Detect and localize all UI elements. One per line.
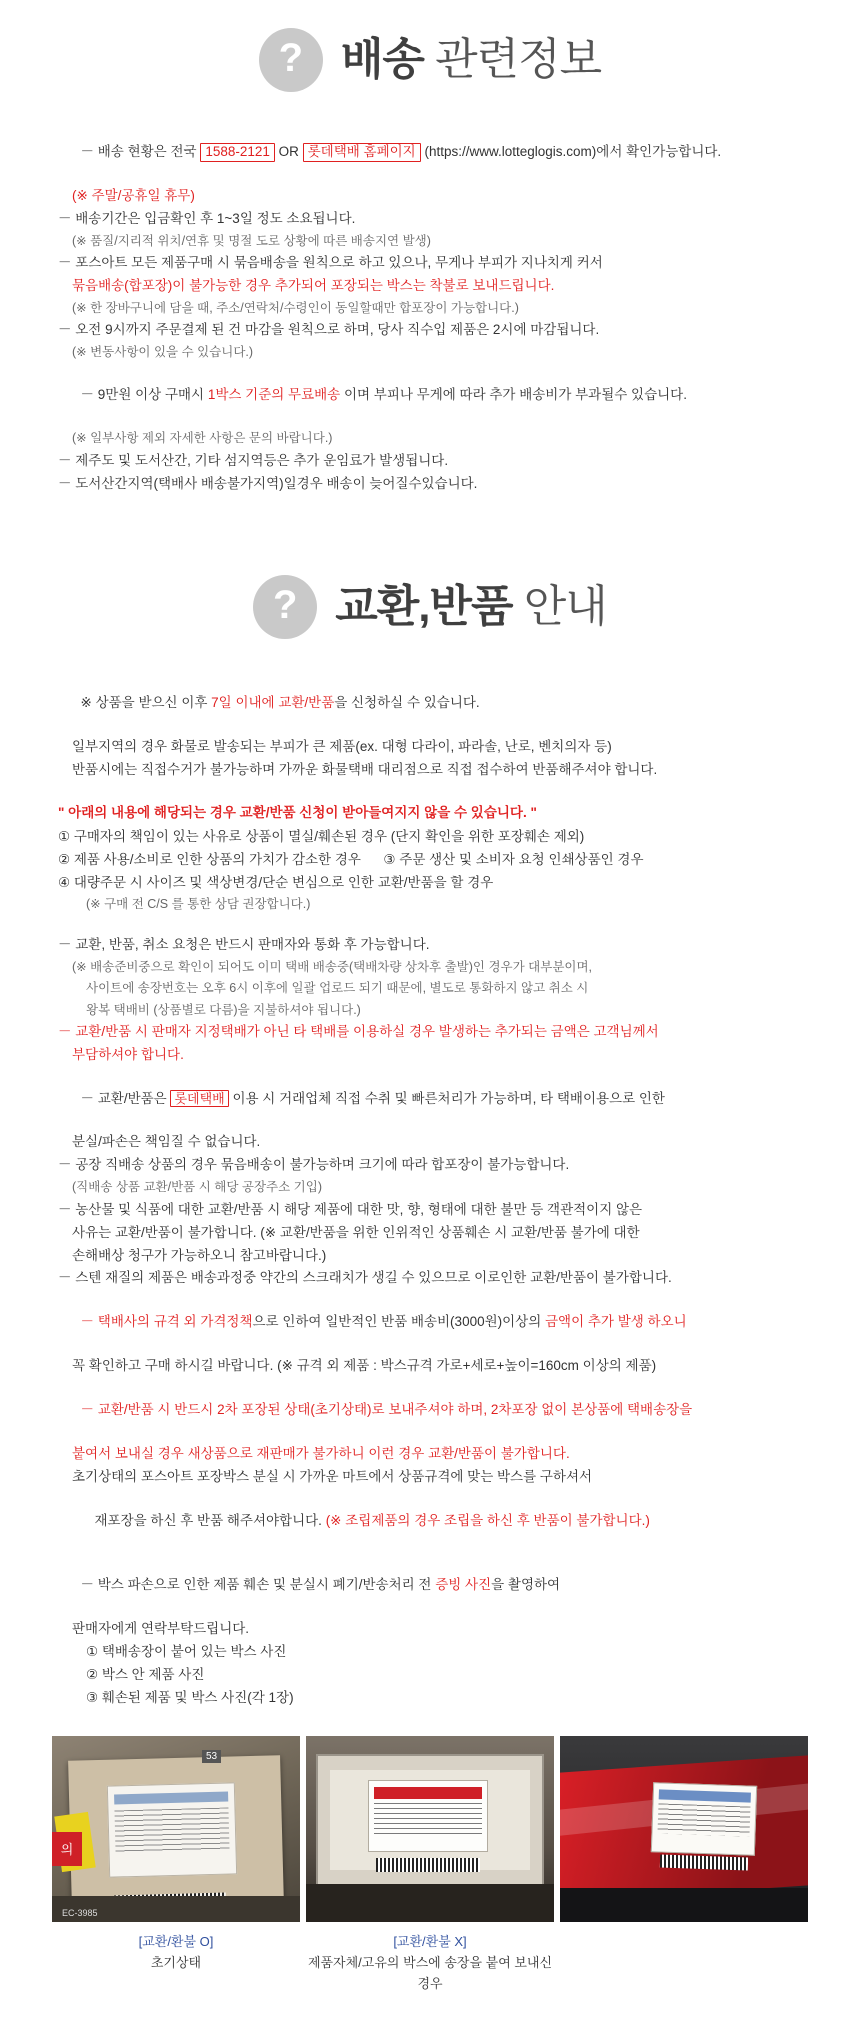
photo-product-box (306, 1736, 554, 1922)
spacer (58, 916, 802, 934)
text-segment: 이용 시 거래업체 직접 수취 및 빠른처리가 가능하며, 타 택배이용으로 인한 (228, 1090, 665, 1106)
text-segment: － 배송 현황은 전국 (80, 143, 201, 159)
photo-red-product (560, 1736, 808, 1922)
exchange-detail-3: 사이트에 송장번호는 오후 6시 이후에 일괄 업로드 되기 때문에, 별도로 통화하지 않고 취소 시 (86, 981, 589, 996)
free-shipping-highlight: 1박스 기준의 무료배송 (207, 387, 341, 403)
exchange-detail-11: － 농산물 및 식품에 대한 교환/반품 시 해당 제품에 대한 맛, 향, 형태에 대한 불만 등 객관적이지 않은 (58, 1201, 643, 1217)
exchange-quote-title: " 아래의 내용에 해당되는 경우 교환/반품 신청이 받아들여지지 않을 수 있습니다. " (58, 805, 537, 821)
photo-gallery (0, 1710, 860, 1994)
shipping-section-header (0, 0, 860, 102)
shipping-title (340, 35, 602, 84)
return-period-highlight: 7일 이내에 교환/반품 (211, 695, 335, 711)
exchange-reason-2: ② 제품 사용/소비로 인한 상품의 가치가 감소한 경우 ③ 주문 생산 및 소비자 요청 인쇄상품인 경우 (58, 851, 644, 867)
exchange-detail-17 (58, 1378, 802, 1443)
exchange-detail-7 (58, 1067, 802, 1132)
barcode (376, 1858, 480, 1872)
photo-desc-2: 제품자체/고유의 박스에 송장을 붙여 보내신 경우 (307, 1954, 553, 1991)
exchange-detail-5: － 교환/반품 시 판매자 지정택배가 아닌 타 택배를 이용하실 경우 발생하는 추가되는 금액은 고객님께서 (58, 1023, 659, 1039)
photo-column-3 (560, 1736, 808, 1994)
exchange-intro-2: 일부지역의 경우 화물로 발송되는 부피가 큰 제품(ex. 대형 다라이, 파라솔, 난로, 벤치의자 등) (72, 739, 612, 755)
courier-policy-highlight: 택배사의 규격 외 가격정책 (97, 1314, 253, 1330)
exchange-detail-14: － 스텐 재질의 제품은 배송과정중 약간의 스크래치가 생길 수 있으므로 이로인한 교환/반품이 불가합니다. (58, 1270, 672, 1286)
text-segment: 이며 부피나 무게에 따라 추가 배송비가 부과될수 있습니다. (340, 387, 687, 403)
exchange-intro-3: 반품시에는 직접수거가 불가능하며 가까운 화물택배 대리점으로 직접 접수하여 반품해주셔야 합니다. (72, 762, 658, 778)
exchange-detail-23: ① 택배송장이 붙어 있는 박스 사진 (86, 1644, 287, 1660)
text-segment: － 교환/반품 시 반드시 (80, 1402, 218, 1417)
shipping-line-2: (※ 주말/공휴일 휴무) (72, 187, 195, 203)
shipping-line-1 (58, 120, 802, 185)
text-segment: － (80, 1314, 98, 1330)
exchange-title-light: 안내 (523, 582, 607, 632)
shipping-line-13: － 도서산간지역(택배사 배송불가지역)일경우 배송이 늦어질수있습니다. (58, 475, 478, 491)
exchange-reason-1: ① 구매자의 책임이 있는 사유로 상품이 멸실/훼손된 경우 (단지 확인을 위한 포장훼손 제외) (58, 828, 585, 844)
shipping-label (107, 1782, 237, 1877)
text-segment: 을 촬영하여 (491, 1577, 561, 1593)
shipping-content (0, 102, 860, 495)
shipping-line-5: － 포스아트 모든 제품구매 시 묶음배송을 원칙으로 하고 있으나, 무게나 부피가 지나치게 커서 (58, 254, 603, 270)
exchange-detail-19: 초기상태의 포스아트 포장박스 분실 시 가까운 마트에서 상품규격에 맞는 박스를 구하셔서 (72, 1468, 593, 1484)
shipping-line-6: 묶음배송(합포장)이 불가능한 경우 추가되어 포장되는 박스는 착불로 보내드립니다. (72, 277, 555, 293)
photo-tag-ok: [교환/환불 O] (138, 1933, 214, 1949)
shipping-line-4: (※ 품질/지리적 위치/연휴 및 명절 도로 상황에 따른 배송지연 발생) (72, 233, 431, 248)
phone-number-badge[interactable]: 1588-2121 (200, 143, 275, 162)
photo-caption-1 (52, 1922, 300, 1974)
text-segment: － 교환/반품은 (80, 1090, 171, 1106)
exchange-detail-22: 판매자에게 연락부탁드립니다. (72, 1621, 250, 1637)
exchange-detail-2: (※ 배송준비중으로 확인이 되어도 이미 택배 배송중(택배차량 상차후 출발)인 경우가 대부분이며, (72, 959, 593, 974)
shipping-line-7: (※ 한 장바구니에 담을 때, 주소/연락처/수령인이 동일할때만 합포장이 가능합니다.) (72, 300, 519, 315)
photo-initial-state (52, 1736, 300, 1922)
exchange-content (0, 649, 860, 1709)
text-segment: OR (274, 143, 303, 159)
shipping-line-8: － 오전 9시까지 주문결제 된 건 마감을 원칙으로 하며, 당사 직수입 제품은 2시에 마감됩니다. (58, 322, 600, 338)
spacer (0, 1994, 860, 2022)
exchange-detail-13: 손해배상 청구가 가능하오니 참고바랍니다.) (72, 1247, 327, 1263)
shipping-title-light: 관련정보 (435, 35, 602, 84)
exchange-section-header (0, 547, 860, 649)
shipping-line-3: － 배송기간은 입금확인 후 1~3일 정도 소요됩니다. (58, 210, 356, 226)
text-segment: 로 보내주셔야 하며, 2차포장 없이 본상품에 택배송장을 (371, 1402, 693, 1417)
exchange-detail-15 (58, 1290, 802, 1355)
exchange-title (335, 582, 607, 632)
lotte-courier-badge[interactable]: 롯데택배 (170, 1090, 228, 1108)
exchange-detail-6: 부담하셔야 합니다. (72, 1046, 184, 1062)
floor-strip (560, 1888, 808, 1922)
exchange-detail-18: 붙여서 보내실 경우 새상품으로 재판매가 불가하니 이런 경우 교환/반품이 불가합니다. (72, 1445, 570, 1461)
text-segment: 을 신청하실 수 있습니다. (334, 695, 480, 711)
exchange-detail-21 (58, 1553, 802, 1618)
text-segment: (https://www.lotteglogis.com)에서 확인가능합니다. (420, 143, 722, 159)
red-sticker: 의 (52, 1832, 82, 1866)
exchange-reason-note: (※ 구매 전 C/S 를 통한 상담 권장합니다.) (86, 897, 311, 912)
shipping-line-9: (※ 변동사항이 있을 수 있습니다.) (72, 345, 254, 360)
exchange-detail-8: 분실/파손은 책임질 수 없습니다. (72, 1134, 261, 1150)
text-segment: ※ 상품을 받으신 이후 (80, 695, 212, 711)
text-segment: 재포장을 하신 후 반품 해주셔야합니다. (94, 1512, 326, 1528)
shipping-label (651, 1782, 757, 1856)
box-small-text: 53 (202, 1750, 221, 1763)
assembly-note-highlight: (※ 조립제품의 경우 조립을 하신 후 반품이 불가합니다.) (325, 1512, 650, 1528)
photo-tag-no: [교환/환불 X] (393, 1933, 467, 1949)
shipping-line-11: (※ 일부사항 제외 자세한 사항은 문의 바랍니다.) (72, 431, 333, 446)
exchange-intro-1 (58, 671, 802, 736)
photo-caption-2 (306, 1922, 554, 1994)
repack-state-highlight: 2차 포장된 상태(초기상태) (217, 1402, 372, 1417)
exchange-detail-1: － 교환, 반품, 취소 요청은 반드시 판매자와 통화 후 가능합니다. (58, 936, 430, 952)
photo-column-2 (306, 1736, 554, 1994)
text-segment: － 박스 파손으로 인한 제품 훼손 및 분실시 폐기/반송처리 전 (80, 1577, 436, 1593)
exchange-detail-25: ③ 훼손된 제품 및 박스 사진(각 1장) (86, 1689, 294, 1705)
exchange-detail-4: 왕복 택배비 (상품별로 다름)을 지불하셔야 됩니다.) (86, 1002, 361, 1017)
text-segment: 으로 인하여 일반적인 반품 배송비(3000원)이상의 (252, 1314, 545, 1330)
lotte-homepage-badge[interactable]: 롯데택배 홈페이지 (303, 143, 421, 162)
exchange-reason-3: ④ 대량주문 시 사이즈 및 색상변경/단순 변심으로 인한 교환/반품을 할 경우 (58, 874, 494, 890)
exchange-detail-20 (58, 1489, 802, 1554)
question-mark-icon: ? (259, 28, 323, 92)
shipping-title-bold: 배송 (340, 35, 436, 84)
shipping-line-10 (58, 364, 802, 429)
photo-desc-1: 초기상태 (150, 1954, 202, 1970)
shipping-line-12: － 제주도 및 도서산간, 기타 섬지역등은 추가 운임료가 발생됩니다. (58, 452, 449, 468)
exchange-detail-16: 꼭 확인하고 구매 하시길 바랍니다. (※ 규격 외 제품 : 박스규격 가로+세로+높이=160cm 이상의 제품) (72, 1358, 657, 1374)
photo-caption-3 (560, 1922, 808, 1932)
spacer (0, 495, 860, 529)
exchange-detail-9: － 공장 직배송 상품의 경우 묶음배송이 불가능하며 크기에 따라 합포장이 불가능합니다. (58, 1157, 570, 1173)
floor-strip (306, 1884, 554, 1922)
shipping-label (368, 1780, 488, 1852)
extra-fee-highlight: 금액이 추가 발생 하오니 (545, 1314, 687, 1330)
photo-column-1 (52, 1736, 300, 1994)
exchange-detail-10: (직배송 상품 교환/반품 시 해당 공장주소 기입) (72, 1180, 322, 1195)
exchange-title-bold: 교환,반품 (335, 582, 524, 632)
exchange-detail-24: ② 박스 안 제품 사진 (86, 1667, 205, 1683)
floor-tag-text: EC-3985 (62, 1907, 98, 1918)
exchange-detail-12: 사유는 교환/반품이 불가합니다. (※ 교환/반품을 위한 인위적인 상품훼손 시 교환/반품 불가에 대한 (72, 1224, 640, 1240)
text-segment: － 9만원 이상 구매시 (80, 387, 208, 403)
question-mark-icon: ? (253, 575, 317, 639)
spacer (58, 782, 802, 800)
proof-photo-highlight: 증빙 사진 (435, 1577, 492, 1593)
spacer (0, 529, 860, 547)
